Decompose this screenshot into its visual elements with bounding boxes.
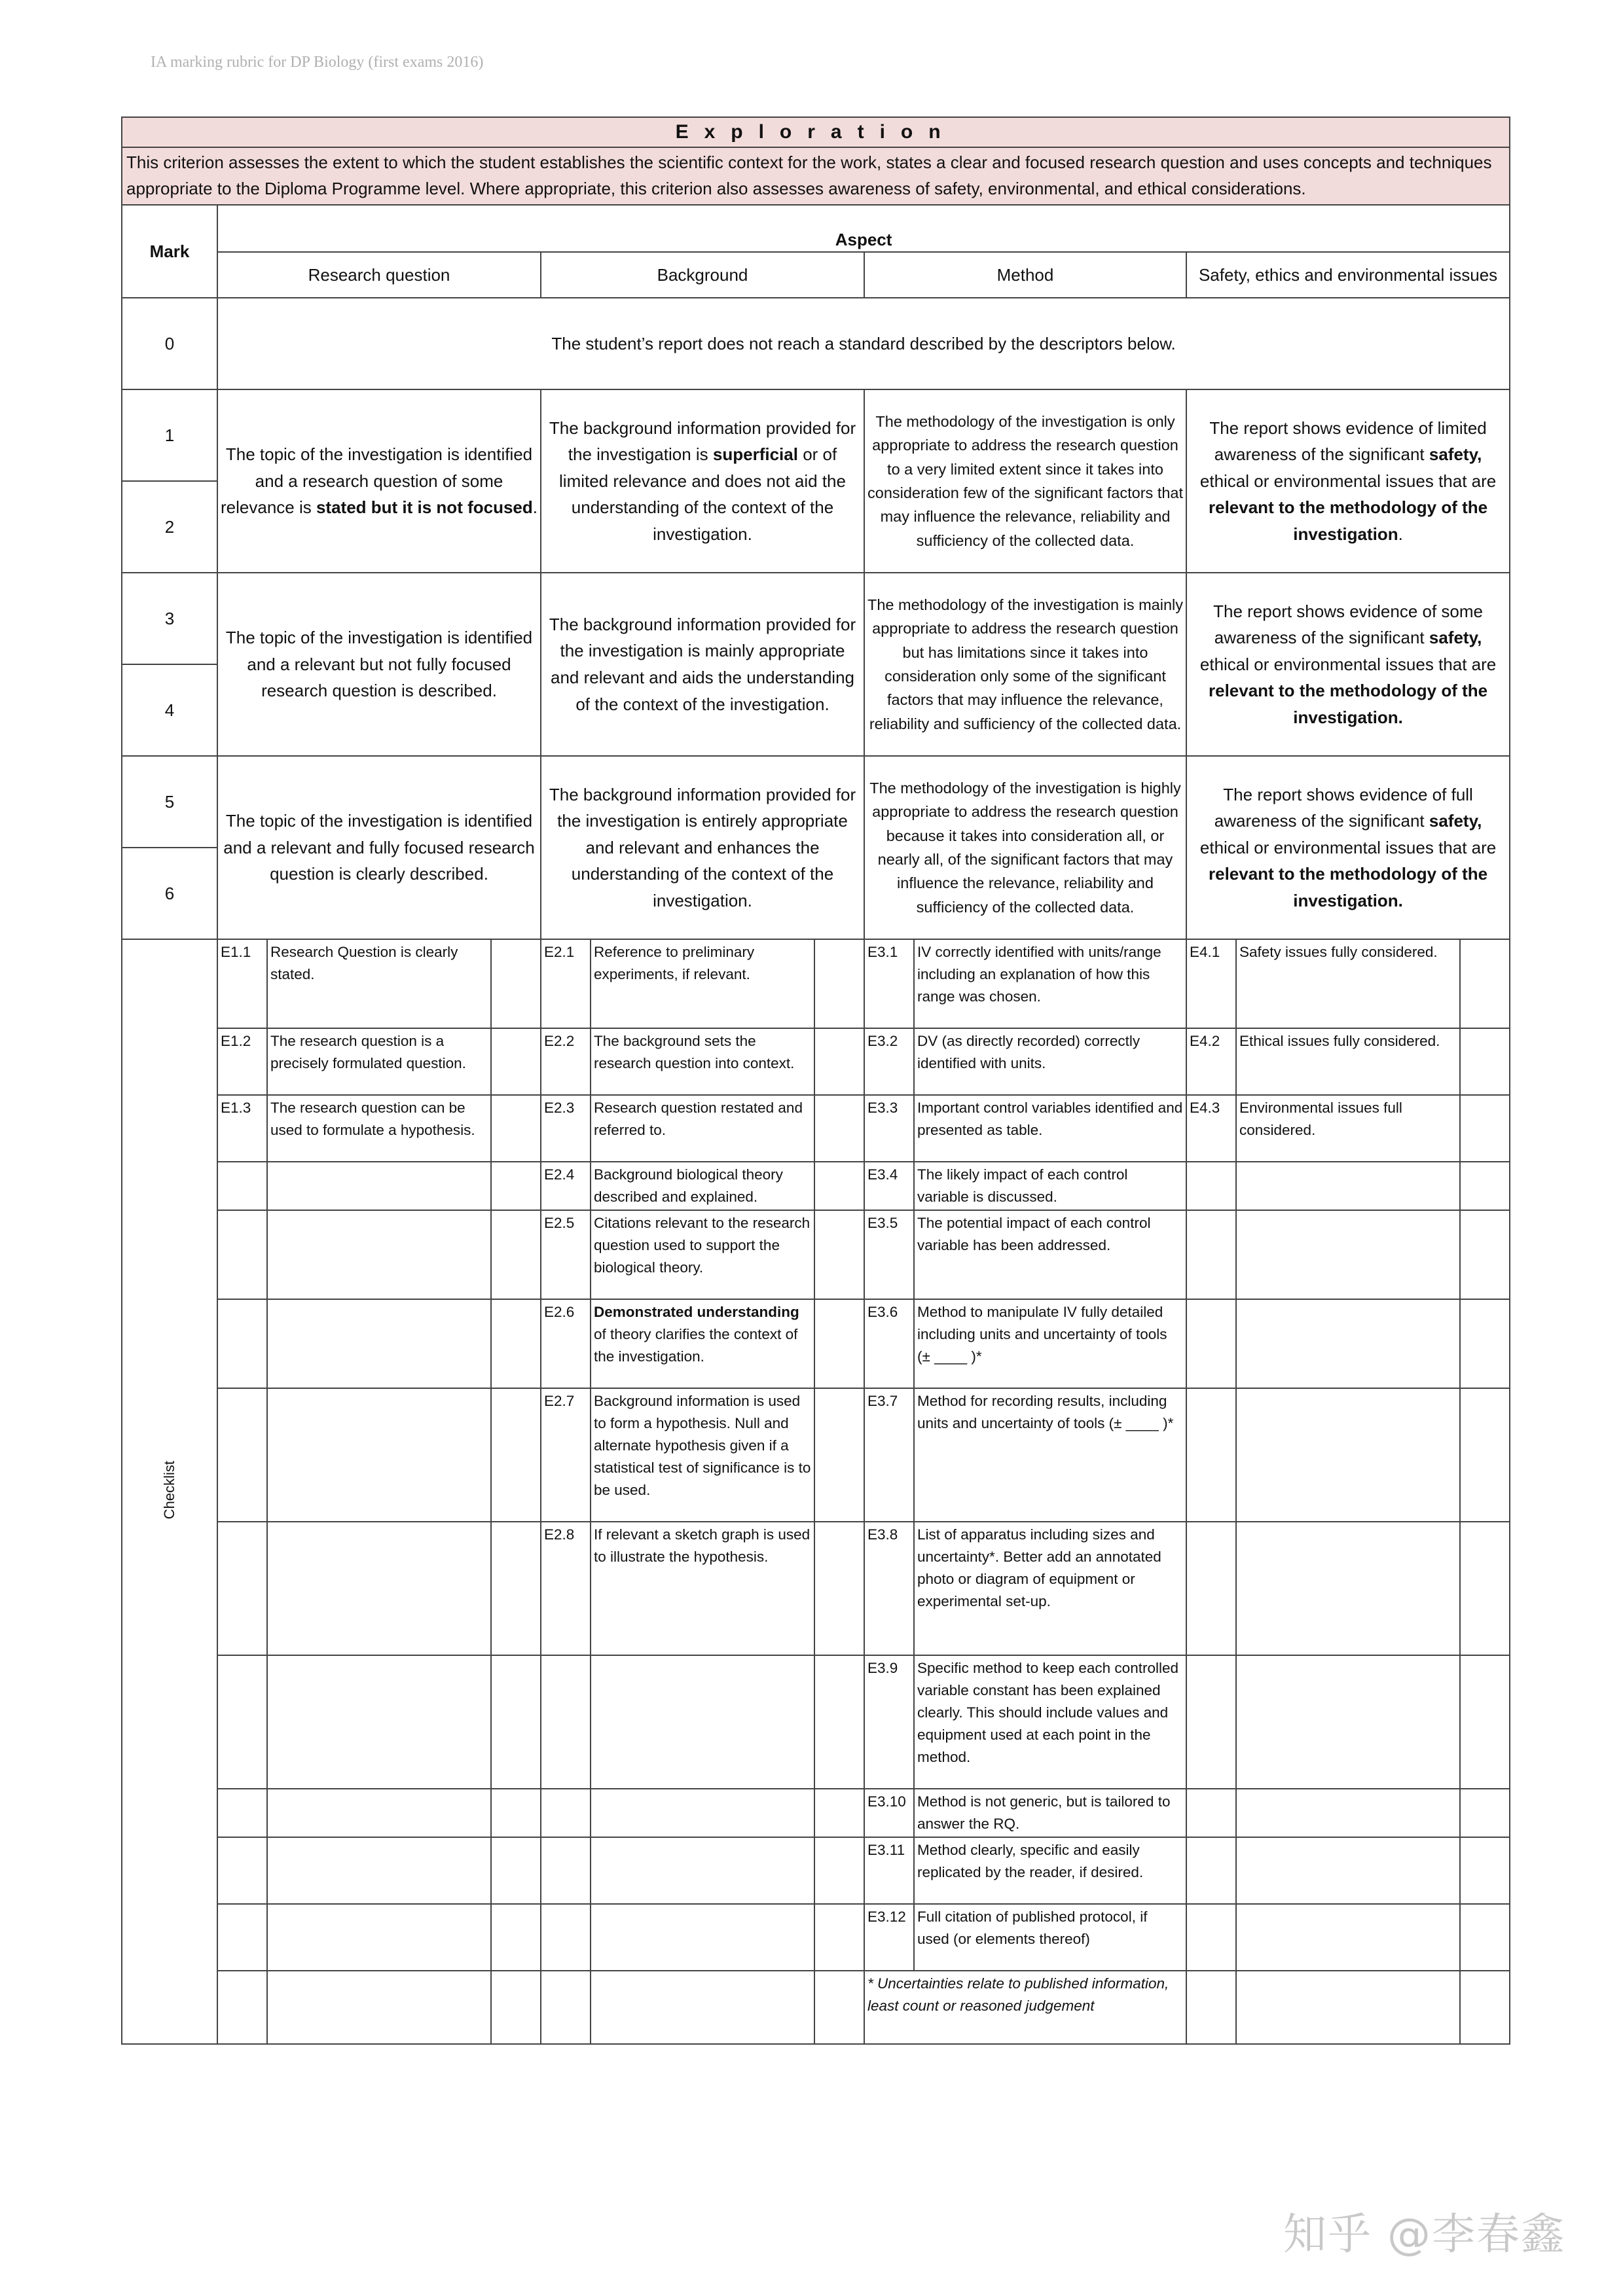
checklist-code-safety <box>1186 1522 1236 1655</box>
checklist-item-research-question <box>267 1789 491 1837</box>
checklist-code-method: E3.11 <box>864 1837 914 1904</box>
checklist-code-safety <box>1186 1210 1236 1299</box>
checklist-empty-item <box>1236 1971 1460 2044</box>
checklist-item-safety <box>1236 1789 1460 1837</box>
text: Method to manipulate IV fully detailed including units and uncertainty of tools (± ____ )* <box>917 1304 1167 1365</box>
descriptor-method: The methodology of the investigation is only appropriate to address the research question to a very limited extent since it takes into consideration few of the significant factors that may influence the relevance, reliability and sufficiency of the collected data. <box>864 389 1186 573</box>
text: Environmental issues full considered. <box>1239 1100 1402 1138</box>
checklist-tick-box[interactable] <box>814 939 864 1028</box>
checklist-item-background <box>591 1388 814 1522</box>
bold-text: safety, <box>1429 811 1482 831</box>
checklist-item-method <box>914 1789 1186 1837</box>
text: List of apparatus including sizes and uncertainty*. Better add an annotated photo or diagram of equipment or experimental set-up. <box>917 1526 1161 1609</box>
checklist-code-safety <box>1186 1655 1236 1789</box>
checklist-row <box>122 1210 1510 1299</box>
text: Full citation of published protocol, if used (or elements thereof) <box>917 1909 1148 1947</box>
mark-4: 4 <box>122 664 217 756</box>
checklist-code-safety <box>1186 1299 1236 1388</box>
checklist-item-research-question <box>267 1522 491 1655</box>
checklist-code-method: E3.12 <box>864 1904 914 1971</box>
checklist-item-safety <box>1236 1095 1460 1162</box>
checklist-item-safety <box>1236 1028 1460 1095</box>
column-header-method: Method <box>864 252 1186 298</box>
checklist-row <box>122 1299 1510 1388</box>
checklist-code-method: E3.8 <box>864 1522 914 1655</box>
checklist-tick-box[interactable] <box>1460 1904 1510 1971</box>
descriptor-background <box>541 389 864 573</box>
mark-header: Mark <box>122 205 217 298</box>
checklist-row <box>122 1095 1510 1162</box>
checklist-label: Checklist <box>161 1460 177 1520</box>
checklist-item-method <box>914 1299 1186 1388</box>
checklist-item-background <box>591 1299 814 1388</box>
checklist-item-safety <box>1236 1837 1460 1904</box>
text: The research question is a precisely formulated question. <box>270 1033 466 1071</box>
checklist-tick-box[interactable] <box>814 1028 864 1095</box>
mark-6: 6 <box>122 848 217 939</box>
checklist-tick-box[interactable] <box>814 1299 864 1388</box>
checklist-item-method <box>914 1837 1186 1904</box>
checklist-code-background <box>541 1904 591 1971</box>
checklist-tick-box[interactable] <box>1460 1655 1510 1789</box>
mark-1: 1 <box>122 389 217 481</box>
text: The topic of the investigation is identified and a relevant but not fully focused research question is described. <box>225 628 533 701</box>
text: The topic of the investigation is identified and a relevant and fully focused research question is clearly described. <box>223 811 535 884</box>
text: ethical or environmental issues that are <box>1199 654 1497 674</box>
descriptor-research-question <box>217 389 541 573</box>
checklist-code-safety <box>1186 1789 1236 1837</box>
column-header-background: Background <box>541 252 864 298</box>
checklist-label-cell <box>122 939 217 2044</box>
checklist-code-background: E2.5 <box>541 1210 591 1299</box>
text: Citations relevant to the research question used to support the biological theory. <box>594 1215 811 1276</box>
text: The background information provided for the investigation is <box>549 418 856 465</box>
text: Method for recording results, including units and uncertainty of tools (± ____ )* <box>917 1393 1174 1431</box>
text: Safety issues fully considered. <box>1239 944 1438 960</box>
text: ethical or environmental issues that are <box>1199 471 1497 491</box>
bold-text: relevant to the methodology of the investigation. <box>1209 864 1488 910</box>
checklist-code-background: E2.1 <box>541 939 591 1028</box>
checklist-item-background <box>591 1655 814 1789</box>
bold-text: safety, <box>1429 628 1482 648</box>
descriptor-research-question <box>217 573 541 756</box>
checklist-code-method: E3.3 <box>864 1095 914 1162</box>
descriptor-background <box>541 756 864 939</box>
checklist-code-safety <box>1186 1388 1236 1522</box>
checklist-item-background <box>591 1904 814 1971</box>
bold-text: relevant to the methodology of the investigation <box>1209 497 1488 544</box>
checklist-row <box>122 1028 1510 1095</box>
checklist-code-safety <box>1186 1904 1236 1971</box>
checklist-row <box>122 939 1510 1028</box>
checklist-tick-box[interactable] <box>491 1162 541 1210</box>
checklist-tick-box[interactable] <box>814 1904 864 1971</box>
text: IV correctly identified with units/range including an explanation of how this range was chosen. <box>917 944 1161 1005</box>
checklist-code-background: E2.8 <box>541 1522 591 1655</box>
checklist-code-safety <box>1186 1837 1236 1904</box>
checklist-row <box>122 1904 1510 1971</box>
checklist-tick-box[interactable] <box>1460 1837 1510 1904</box>
checklist-code-research-question <box>217 1837 267 1904</box>
bold-text: relevant to the methodology of the investigation. <box>1209 681 1488 727</box>
checklist-code-research-question: E1.3 <box>217 1095 267 1162</box>
checklist-code-method: E3.6 <box>864 1299 914 1388</box>
mark-0: 0 <box>122 298 217 389</box>
checklist-tick-box[interactable] <box>1460 1299 1510 1388</box>
text: Reference to preliminary experiments, if relevant. <box>594 944 755 982</box>
checklist-item-method <box>914 1028 1186 1095</box>
descriptor-method: The methodology of the investigation is highly appropriate to address the research question because it takes into consideration all, or nearly all, of the significant factors that may influence the relevance, reliability and sufficiency of the collected data. <box>864 756 1186 939</box>
text: Research question restated and referred to. <box>594 1100 803 1138</box>
checklist-tick-box[interactable] <box>491 1971 541 2044</box>
checklist-tick-box[interactable] <box>1460 1388 1510 1522</box>
watermark: 知乎 @李春鑫 <box>1283 2209 1565 2259</box>
checklist-code-research-question <box>217 1522 267 1655</box>
checklist-item-research-question <box>267 939 491 1028</box>
text: The potential impact of each control variable has been addressed. <box>917 1215 1151 1253</box>
text: Method clearly, specific and easily replicated by the reader, if desired. <box>917 1842 1144 1880</box>
checklist-tick-box[interactable] <box>491 1210 541 1299</box>
checklist-item-method <box>914 1522 1186 1655</box>
checklist-tick-box[interactable] <box>814 1971 864 2044</box>
checklist-code-method: E3.1 <box>864 939 914 1028</box>
checklist-item-background <box>591 1210 814 1299</box>
criterion-title: Exploration <box>122 117 1510 147</box>
checklist-row <box>122 1522 1510 1655</box>
checklist-code-research-question <box>217 1904 267 1971</box>
descriptor-research-question <box>217 756 541 939</box>
checklist-code-background <box>541 1655 591 1789</box>
checklist-tick-box[interactable] <box>814 1388 864 1522</box>
checklist-tick-box[interactable] <box>491 1655 541 1789</box>
checklist-code-research-question: E1.2 <box>217 1028 267 1095</box>
checklist-tick-box[interactable] <box>814 1210 864 1299</box>
checklist-item-background <box>591 1095 814 1162</box>
checklist-empty-code <box>217 1971 267 2044</box>
text: . <box>532 497 538 518</box>
column-header-research-question: Research question <box>217 252 541 298</box>
checklist-code-research-question: E1.1 <box>217 939 267 1028</box>
text: ethical or environmental issues that are <box>1199 837 1497 857</box>
checklist-item-method <box>914 939 1186 1028</box>
mark-3: 3 <box>122 573 217 664</box>
checklist-tick-box[interactable] <box>491 1904 541 1971</box>
checklist-code-research-question <box>217 1789 267 1837</box>
exploration-rubric-table <box>121 117 1510 2045</box>
text: Background biological theory described and explained. <box>594 1166 783 1205</box>
checklist-item-research-question <box>267 1299 491 1388</box>
checklist-tick-box[interactable] <box>1460 939 1510 1028</box>
bold-text: Demonstrated understanding <box>594 1304 799 1320</box>
text: of theory clarifies the context of the investigation. <box>594 1326 798 1365</box>
checklist-tick-box[interactable] <box>491 1299 541 1388</box>
checklist-row <box>122 1388 1510 1522</box>
checklist-code-background <box>541 1789 591 1837</box>
checklist-item-research-question <box>267 1904 491 1971</box>
checklist-item-background <box>591 1837 814 1904</box>
checklist-item-safety <box>1236 1522 1460 1655</box>
checklist-tick-box[interactable] <box>814 1162 864 1210</box>
checklist-code-background <box>541 1837 591 1904</box>
bold-text: safety, <box>1429 444 1482 465</box>
checklist-item-background <box>591 1162 814 1210</box>
checklist-row <box>122 1837 1510 1904</box>
mark-5: 5 <box>122 756 217 848</box>
bold-text: stated but it is not focused <box>316 497 533 518</box>
checklist-tick-box[interactable] <box>814 1837 864 1904</box>
checklist-tick-box[interactable] <box>491 1837 541 1904</box>
checklist-empty-item <box>591 1971 814 2044</box>
checklist-item-safety <box>1236 1162 1460 1210</box>
checklist-row <box>122 1162 1510 1210</box>
checklist-item-method <box>914 1210 1186 1299</box>
checklist-code-safety: E4.2 <box>1186 1028 1236 1095</box>
text: The report shows evidence of limited awareness of the significant <box>1209 418 1487 465</box>
checklist-code-background: E2.4 <box>541 1162 591 1210</box>
checklist-code-method: E3.4 <box>864 1162 914 1210</box>
checklist-code-background: E2.2 <box>541 1028 591 1095</box>
checklist-code-background: E2.3 <box>541 1095 591 1162</box>
bold-text: superficial <box>712 444 798 465</box>
descriptor-background <box>541 573 864 756</box>
descriptor-safety <box>1186 573 1510 756</box>
text: Specific method to keep each controlled variable constant has been explained clearly. This should include values and equipment used at each point in the method. <box>917 1660 1178 1765</box>
text: . <box>1398 524 1403 544</box>
checklist-code-background: E2.7 <box>541 1388 591 1522</box>
checklist-code-safety: E4.3 <box>1186 1095 1236 1162</box>
checklist-code-research-question <box>217 1388 267 1522</box>
text: If relevant a sketch graph is used to illustrate the hypothesis. <box>594 1526 811 1565</box>
checklist-tick-box[interactable] <box>1460 1162 1510 1210</box>
descriptor-safety <box>1186 389 1510 573</box>
checklist-item-method <box>914 1095 1186 1162</box>
text: The background information provided for the investigation is entirely appropriate and relevant and enhances the understanding of the context of the investigation. <box>549 784 856 910</box>
mark-2: 2 <box>122 481 217 573</box>
checklist-item-safety <box>1236 1904 1460 1971</box>
checklist-item-safety <box>1236 1210 1460 1299</box>
checklist-code-method: E3.2 <box>864 1028 914 1095</box>
checklist-item-research-question <box>267 1655 491 1789</box>
descriptor-safety <box>1186 756 1510 939</box>
checklist-tick-box[interactable] <box>1460 1971 1510 2044</box>
checklist-code-method: E3.5 <box>864 1210 914 1299</box>
checklist-tick-box[interactable] <box>814 1789 864 1837</box>
checklist-item-research-question <box>267 1388 491 1522</box>
checklist-item-background <box>591 1028 814 1095</box>
text: Background information is used to form a hypothesis. Null and alternate hypothesis given if a statistical test of significance is to be used. <box>594 1393 811 1498</box>
checklist-code-background: E2.6 <box>541 1299 591 1388</box>
checklist-code-safety: E4.1 <box>1186 939 1236 1028</box>
checklist-item-background <box>591 1789 814 1837</box>
checklist-code-method: E3.10 <box>864 1789 914 1837</box>
checklist-code-safety <box>1186 1162 1236 1210</box>
checklist-item-safety <box>1236 1655 1460 1789</box>
text: Method is not generic, but is tailored to answer the RQ. <box>917 1793 1171 1832</box>
text: The research question can be used to formulate a hypothesis. <box>270 1100 475 1138</box>
checklist-empty-item <box>267 1971 491 2044</box>
criterion-description: This criterion assesses the extent to which the student establishes the scientific context for the work, states a clear and focused research question and uses concepts and techniques appropriate to the Diploma Programme level. Where appropriate, this criterion also assesses awareness of safety, environmental, and ethical considerations. <box>122 147 1510 205</box>
column-header-safety: Safety, ethics and environmental issues <box>1186 252 1510 298</box>
checklist-item-research-question <box>267 1095 491 1162</box>
text: Research Question is clearly stated. <box>270 944 458 982</box>
checklist-code-method: E3.9 <box>864 1655 914 1789</box>
checklist-item-background <box>591 939 814 1028</box>
checklist-empty-code <box>541 1971 591 2044</box>
checklist-item-method <box>914 1655 1186 1789</box>
checklist-item-safety <box>1236 939 1460 1028</box>
checklist-item-research-question <box>267 1028 491 1095</box>
uncertainty-footnote: * Uncertainties relate to published information, least count or reasoned judgement <box>864 1971 1186 2044</box>
checklist-tick-box[interactable] <box>491 1095 541 1162</box>
checklist-item-research-question <box>267 1837 491 1904</box>
checklist-row <box>122 1655 1510 1789</box>
text: DV (as directly recorded) correctly identified with units. <box>917 1033 1140 1071</box>
checklist-item-safety <box>1236 1299 1460 1388</box>
text: The background information provided for the investigation is mainly appropriate and relevant and aids the understanding of the context of the investigation. <box>549 614 856 714</box>
checklist-item-safety <box>1236 1388 1460 1522</box>
checklist-tick-box[interactable] <box>814 1655 864 1789</box>
checklist-tick-box[interactable] <box>1460 1789 1510 1837</box>
text: or of limited relevance and does not aid the understanding of the context of the investigation. <box>559 444 846 544</box>
checklist-empty-code <box>1186 1971 1236 2044</box>
checklist-row <box>122 1789 1510 1837</box>
checklist-tick-box[interactable] <box>1460 1210 1510 1299</box>
checklist-code-research-question <box>217 1299 267 1388</box>
text: The report shows evidence of some awareness of the significant <box>1213 601 1483 648</box>
checklist-item-method <box>914 1388 1186 1522</box>
text: The report shows evidence of full awareness of the significant <box>1214 784 1473 831</box>
checklist-tick-box[interactable] <box>491 1388 541 1522</box>
checklist-item-research-question <box>267 1210 491 1299</box>
checklist-item-method <box>914 1904 1186 1971</box>
checklist-tick-box[interactable] <box>491 1789 541 1837</box>
mark-0-descriptor: The student’s report does not reach a standard described by the descriptors below. <box>217 298 1510 389</box>
checklist-tick-box[interactable] <box>491 939 541 1028</box>
checklist-tick-box[interactable] <box>1460 1522 1510 1655</box>
checklist-tick-box[interactable] <box>814 1522 864 1655</box>
checklist-item-background <box>591 1522 814 1655</box>
checklist-code-research-question <box>217 1162 267 1210</box>
text: The background sets the research question into context. <box>594 1033 795 1071</box>
checklist-item-research-question <box>267 1162 491 1210</box>
aspect-header: Aspect <box>217 205 1510 252</box>
checklist-tick-box[interactable] <box>491 1028 541 1095</box>
checklist-tick-box[interactable] <box>491 1522 541 1655</box>
checklist-tick-box[interactable] <box>1460 1028 1510 1095</box>
checklist-item-method <box>914 1162 1186 1210</box>
checklist-tick-box[interactable] <box>814 1095 864 1162</box>
text: The likely impact of each control variable is discussed. <box>917 1166 1128 1205</box>
checklist-code-research-question <box>217 1655 267 1789</box>
checklist-code-method: E3.7 <box>864 1388 914 1522</box>
descriptor-method: The methodology of the investigation is mainly appropriate to address the research question but has limitations since it takes into consideration only some of the significant factors that may influence the relevance, reliability and sufficiency of the collected data. <box>864 573 1186 756</box>
text: Important control variables identified and presented as table. <box>917 1100 1183 1138</box>
checklist-code-research-question <box>217 1210 267 1299</box>
page-header-note: IA marking rubric for DP Biology (first exams 2016) <box>151 54 484 71</box>
checklist-tick-box[interactable] <box>1460 1095 1510 1162</box>
text: Ethical issues fully considered. <box>1239 1033 1440 1049</box>
text: The topic of the investigation is identified and a research question of some relevance is <box>221 444 533 518</box>
